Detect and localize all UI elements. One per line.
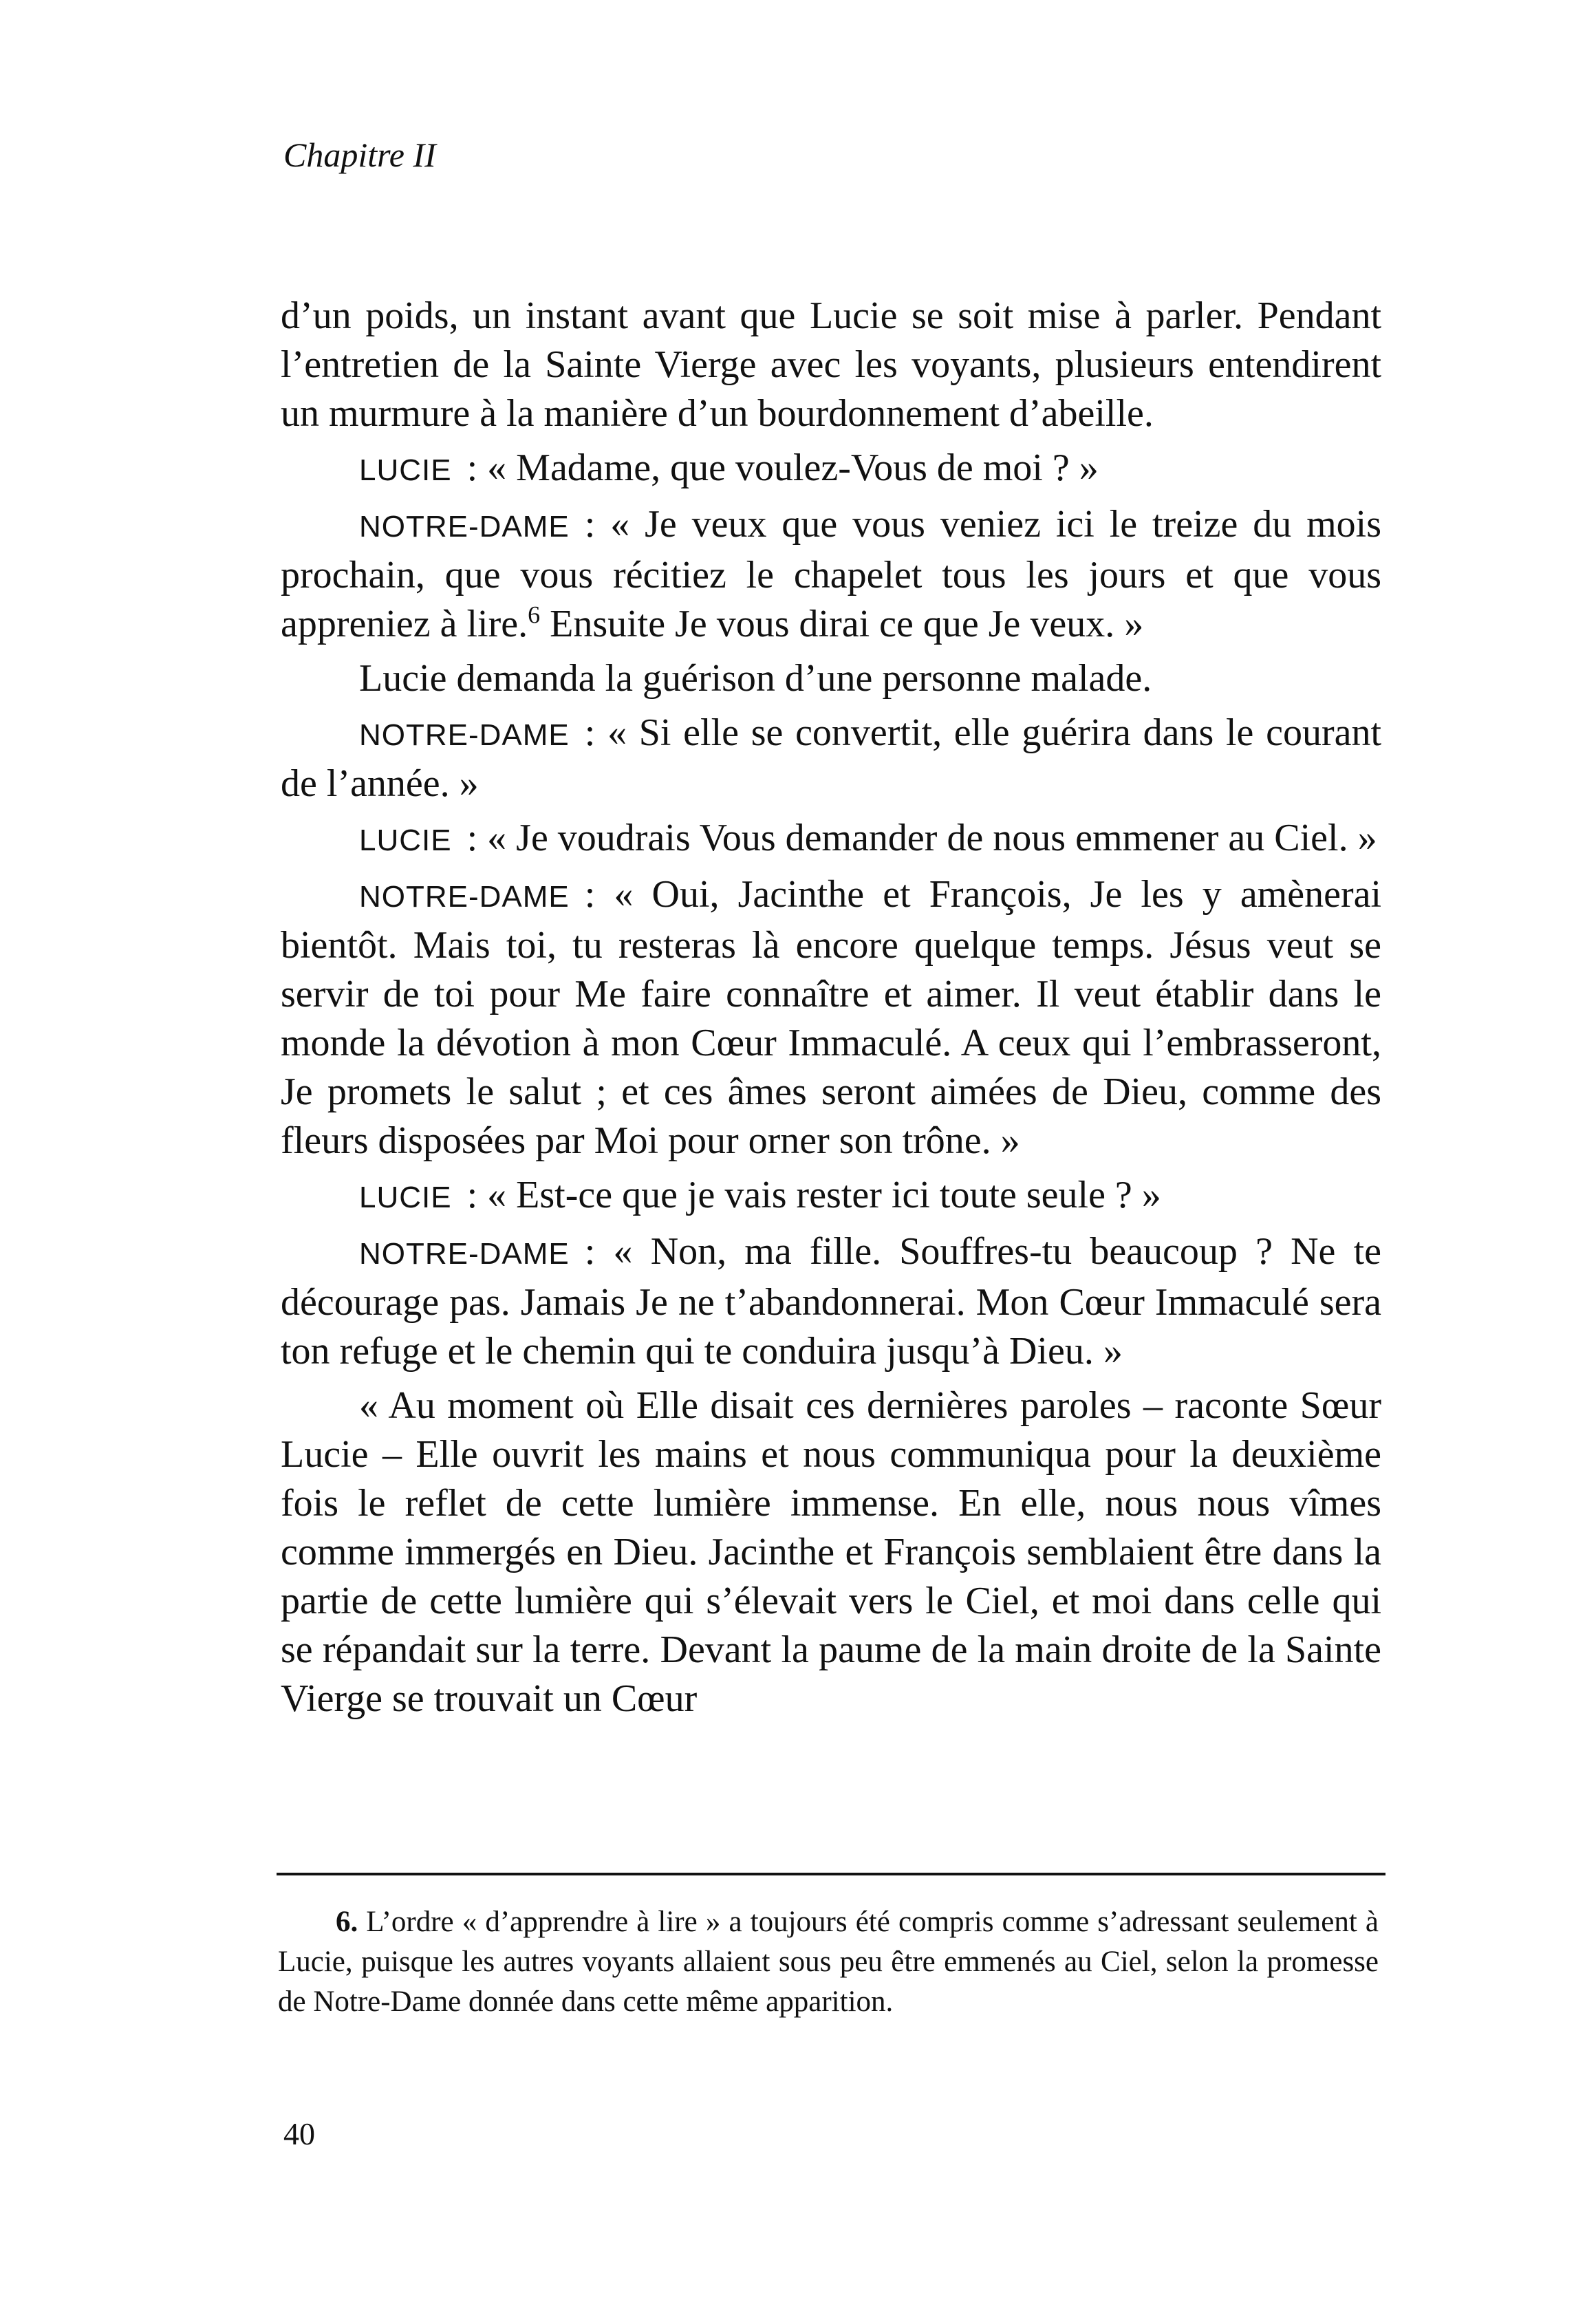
dialogue-line [281,870,1381,1165]
footnote [278,1902,1379,2022]
paragraph-text: Lucie demanda la guérison d’une personne malade. [359,657,1152,700]
speaker-separator: : [466,1174,478,1216]
speaker-name: NOTRE-DAME [359,1237,570,1271]
footnote-text: L’ordre « d’apprendre à lire » a toujours été compris comme s’adressant seulement à Lucie, puisque les autres voyants allaient sous peu être emmenés au Ciel, selon la promesse de Notre-Dame donnée dans cette même apparition. [278,1906,1379,2018]
speaker-name: NOTRE-DAME [359,880,570,914]
footnote-number: 6. [336,1906,358,1938]
paragraph [281,292,1381,438]
dialogue-line [281,1171,1381,1222]
dialogue-text: « Si elle se convertit, elle guérira dans le courant de l’année. » [281,711,1382,805]
dialogue-text: Ensuite Je vous dirai ce que Je veux. » [540,603,1144,645]
dialogue-line [281,1227,1381,1376]
speaker-separator: : [584,503,596,546]
speaker-separator: : [584,1230,596,1273]
dialogue-text: « Je voudrais Vous demander de nous emmener au Ciel. » [487,817,1377,859]
paragraph-text: « Au moment où Elle disait ces dernières paroles – raconte Sœur Lucie – Elle ouvrit les mains et nous communiqua pour la deuxième fois le reflet de cette lumière immense. En elle, nous nous vîmes comme immergés en Dieu. Jacinthe et François semblaient être dans la partie de cette lumière qui s’élevait vers le Ciel, et moi dans celle qui se répandait sur la terre. Devant la paume de la main droite de la Sainte Vierge se trouvait un Cœur [281,1384,1381,1720]
speaker-separator: : [584,873,596,916]
speaker-separator: : [466,447,478,489]
paragraph [281,654,1381,703]
speaker-name: LUCIE [359,1181,452,1214]
speaker-name: NOTRE-DAME [359,510,570,544]
dialogue-line [281,814,1381,865]
paragraph [281,1381,1381,1723]
dialogue-line [281,444,1381,495]
speaker-name: LUCIE [359,453,452,487]
page-number: 40 [283,2116,315,2151]
footnote-rule [277,1873,1385,1875]
speaker-name: NOTRE-DAME [359,718,570,752]
dialogue-text: « Madame, que voulez-Vous de moi ? » [487,447,1099,489]
speaker-name: LUCIE [359,824,452,857]
dialogue-text: « Oui, Jacinthe et François, Je les y amènerai bientôt. Mais toi, tu resteras là encore quelque temps. Jésus veut se servir de toi pour Me faire connaître et aimer. Il veut établir dans le monde la dévotion à mon Cœur Immaculé. A ceux qui l’embrasseront, Je promets le salut ; et ces âmes seront aimées de Dieu, comme des fleurs disposées par Moi pour orner son trône. » [281,873,1382,1162]
running-head: Chapitre II [283,136,436,174]
speaker-separator: : [466,817,478,859]
footnote-reference: 6 [528,601,541,629]
dialogue-text: « Je veux que vous veniez ici le treize du mois prochain, que vous récitiez le chapelet tous les jours et que vous appreniez à lire. [281,503,1382,645]
dialogue-text: « Est-ce que je vais rester ici toute seule ? » [487,1174,1161,1216]
dialogue-text: « Non, ma fille. Souffres-tu beaucoup ? Ne te décourage pas. Jamais Je ne t’abandonnerai. Mon Cœur Immaculé sera ton refuge et le chemin qui te conduira jusqu’à Dieu. » [281,1230,1381,1373]
body-text [281,292,1381,1729]
dialogue-line [281,709,1381,808]
dialogue-line [281,500,1381,649]
speaker-separator: : [584,711,596,754]
paragraph-text: d’un poids, un instant avant que Lucie se soit mise à parler. Pendant l’entretien de la Sainte Vierge avec les voyants, plusieurs entendirent un murmure à la manière d’un bourdonnement d’abeille. [281,294,1381,435]
